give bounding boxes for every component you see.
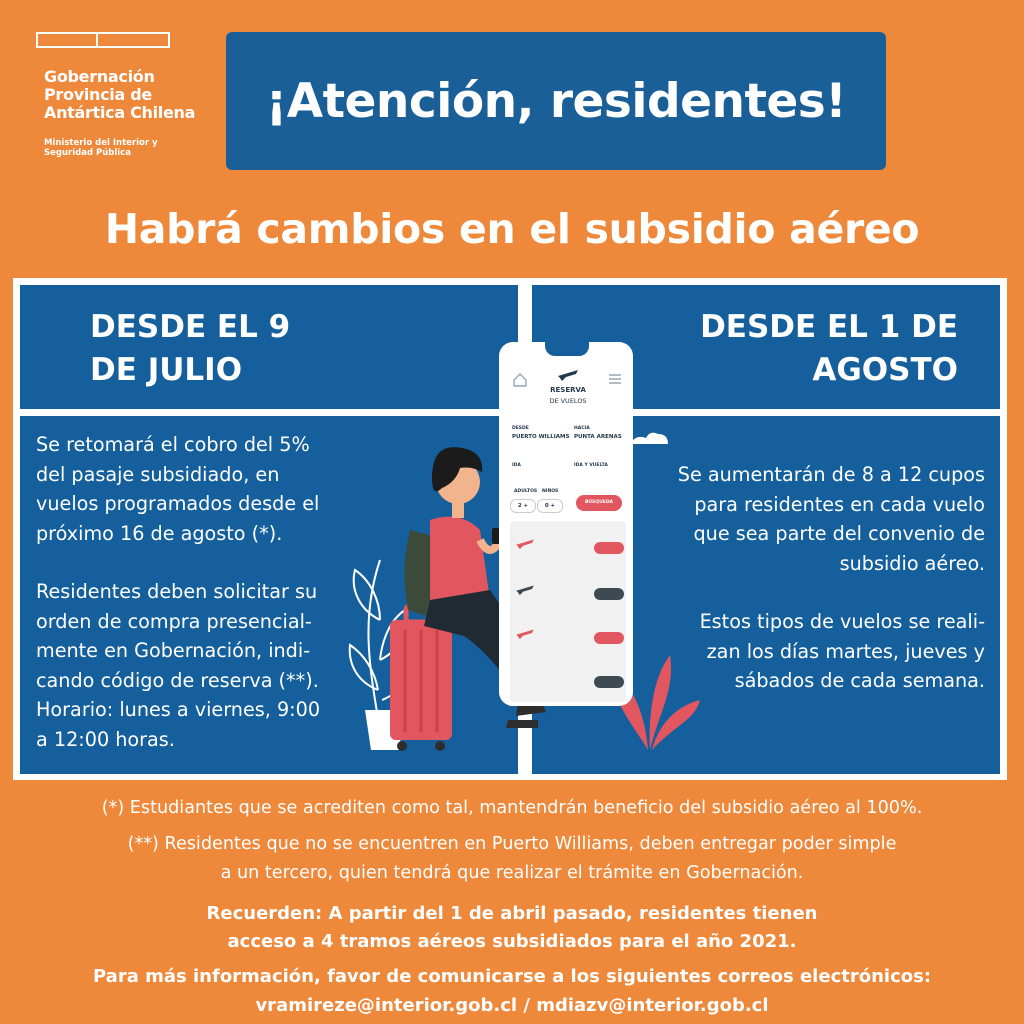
header-banner xyxy=(226,32,886,170)
flight-select-button[interactable] xyxy=(594,588,624,600)
logo-ministry: Ministerio del Interior y Seguridad Pública xyxy=(44,138,158,158)
phone-search-button[interactable]: BÚSQUEDA xyxy=(576,495,622,511)
email-link-2[interactable]: mdiazv@interior.gob.cl xyxy=(536,995,769,1016)
page-title: ¡Atención, residentes! xyxy=(265,73,847,129)
footnote-residents: (**) Residentes que no se encuentren en Puerto Williams, deben entregar poder simple a un tercero, quien tendrá que realizar el trámite en Gobernación. xyxy=(127,834,897,883)
reminder-text: Recuerden: A partir del 1 de abril pasado, residentes tienen acceso a 4 tramos aéreos subsidiados para el año 2021. xyxy=(206,903,818,952)
flight-select-button[interactable] xyxy=(594,632,624,644)
phone-kids-label: NIÑOS xyxy=(542,489,559,494)
phone-to-label: HACIA xyxy=(574,426,590,431)
flight-plane-icon xyxy=(514,536,536,550)
flight-select-button[interactable] xyxy=(594,542,624,554)
email-line: vramireze@interior.gob.cl / mdiazv@interior.gob.cl xyxy=(255,995,769,1016)
logo-flag-icon xyxy=(36,32,170,48)
left-paragraph-2: Residentes deben solicitar su orden de compra presencial- mente en Gobernación, indi- cando código de reserva (**). Horario: lunes a viernes, 9:00 a 12:00 horas. xyxy=(36,580,321,751)
page-subtitle: Habrá cambios en el subsidio aéreo xyxy=(104,205,920,253)
phone-trip-round[interactable]: IDA Y VUELTA xyxy=(574,463,608,468)
phone-trip-one-way[interactable]: IDA xyxy=(512,463,521,468)
flight-plane-icon xyxy=(514,582,536,596)
phone-notch xyxy=(545,342,589,356)
phone-from-value[interactable]: PUERTO WILLIAMS xyxy=(512,434,570,440)
right-paragraph-1: Se aumentarán de 8 a 12 cupos para residentes en cada vuelo que sea parte del convenio de subsidio aéreo. xyxy=(677,463,985,575)
logo-text: Gobernación Provincia de Antártica Chilena xyxy=(44,67,196,122)
home-icon xyxy=(512,372,528,388)
flight-select-button[interactable] xyxy=(594,676,624,688)
phone-subtitle: DE VUELOS xyxy=(549,397,587,405)
cloud-icon xyxy=(628,433,668,444)
contact-info: Para más información, favor de comunicarse a los siguientes correos electrónicos: vramireze@interior.gob.cl / mdiazv@interior.gob.cl xyxy=(0,962,1024,1020)
left-body-text xyxy=(36,430,366,783)
phone-to-value[interactable]: PUNTA ARENAS xyxy=(574,434,622,440)
right-heading: DESDE EL 1 DE AGOSTO xyxy=(700,309,958,388)
left-heading: DESDE EL 9 DE JULIO xyxy=(90,309,291,388)
airplane-icon xyxy=(556,366,580,382)
right-paragraph-2: Estos tipos de vuelos se reali- zan los días martes, jueves y sábados de cada semana. xyxy=(699,610,985,692)
phone-from-label: DESDE xyxy=(512,426,529,431)
menu-icon xyxy=(608,373,622,385)
flight-plane-icon xyxy=(514,626,536,640)
left-paragraph-1: Se retomará el cobro del 5% del pasaje subsidiado, en vuelos programados desde el próximo 16 de agosto (*). xyxy=(36,433,320,545)
phone-kids-stepper[interactable]: 0 + xyxy=(537,499,563,513)
phone-adults-stepper[interactable]: 2 + xyxy=(510,499,536,513)
phone-title: RESERVA xyxy=(550,386,586,394)
footnote-students: (*) Estudiantes que se acrediten como tal, mantendrán beneficio del subsidio aéreo al 100%. xyxy=(101,798,923,818)
phone-adults-label: ADULTOS xyxy=(514,489,538,494)
email-link-1[interactable]: vramireze@interior.gob.cl xyxy=(255,995,518,1016)
